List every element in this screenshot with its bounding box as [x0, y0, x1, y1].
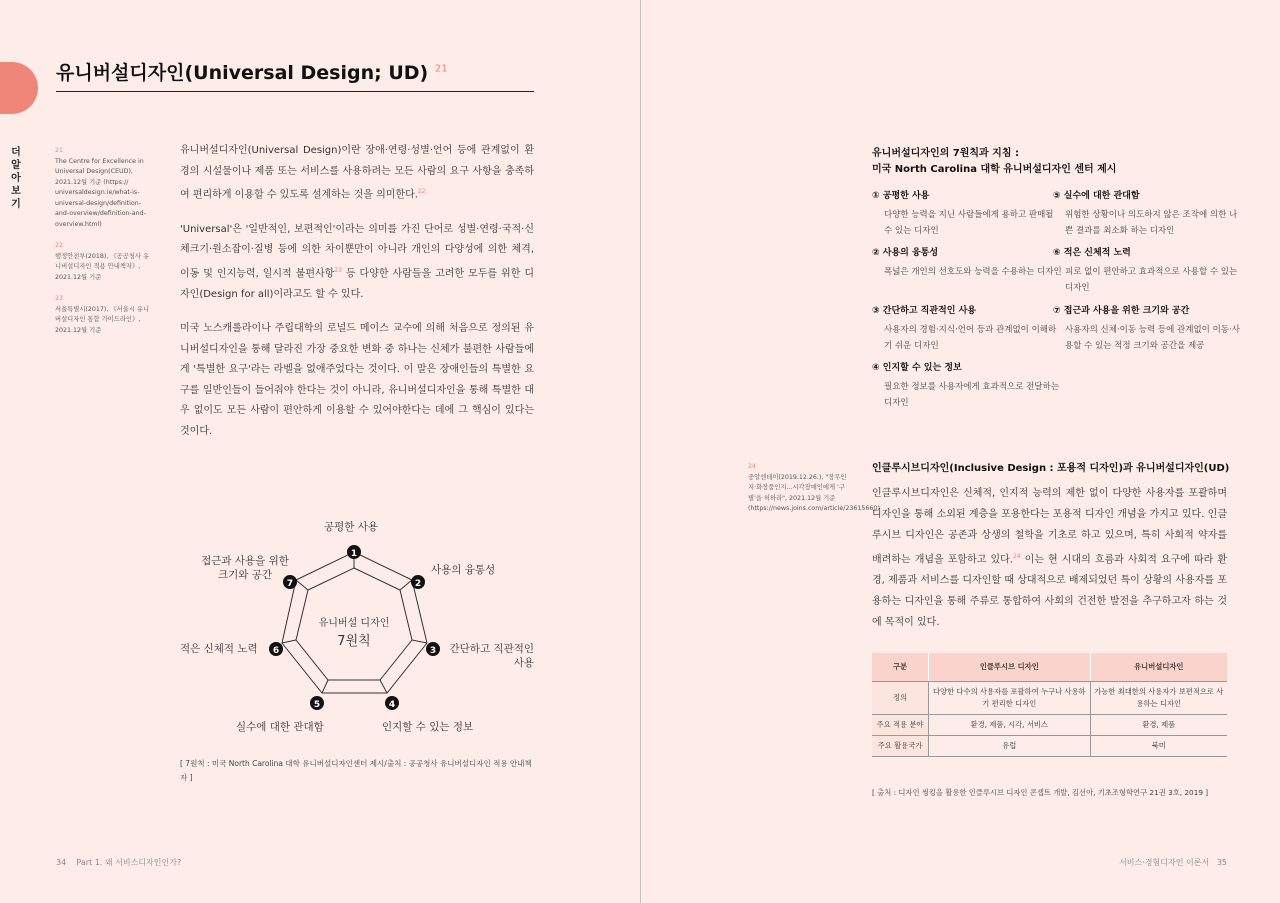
- footnote-text: 중앙센데이(2019.12.26.), "장무인지·화장품인지...시각장애인에게 '구별'을 허하라", 2021.12월 기준 (https://news.joins.com/article/23615660): [748, 473, 880, 512]
- principle-desc: 위험한 상황이나 의도하지 않은 조작에 의한 나쁜 결과를 최소화 하는 디자인: [1065, 210, 1238, 236]
- principle-title: ④ 인지할 수 있는 정보: [872, 363, 962, 373]
- body-text: [180, 141, 534, 456]
- principle-2: [872, 247, 1062, 281]
- diagram-caption: [ 7원칙 : 미국 North Carolina 대학 유니버설디자인센터 제시/출처 : 공공청사 유니버설디자인 적용 안내책자 ]: [180, 759, 532, 782]
- table-row-header: 주요 활용국가: [872, 736, 929, 757]
- principle-desc: 사용자의 신체·이동 능력 등에 관계없이 이동·사용할 수 있는 적정 크기와 공간을 제공: [1065, 325, 1240, 351]
- node-number: 2: [414, 579, 422, 589]
- table-row-header: 정의: [872, 682, 929, 715]
- node-4: [385, 696, 399, 710]
- page-number: 34: [56, 858, 67, 867]
- footnote-number: 21: [55, 147, 64, 154]
- table-cell: 유럽: [929, 736, 1091, 757]
- inclusive-body: [872, 483, 1227, 633]
- right-page: [641, 0, 1280, 903]
- principle-title: ② 사용의 융통성: [872, 248, 939, 258]
- running-header: Part 1. 왜 서비스디자인인가?: [76, 858, 182, 867]
- principle-title: ⑤ 실수에 대한 관대함: [1053, 191, 1140, 201]
- principle-title: ⑦ 접근과 사용을 위한 크기와 공간: [1053, 306, 1190, 316]
- node-5: [310, 696, 324, 710]
- node-number: 5: [313, 700, 321, 710]
- search-tab[interactable]: [0, 62, 38, 114]
- footnote-text: 서울특별시(2017), 《서울시 유니버설디자인 통합 가이드라인》, 2021.12월 기준: [55, 305, 150, 334]
- page-title: [56, 58, 448, 85]
- comparison-table: [872, 653, 1227, 757]
- table-cell: 환경, 제품: [1090, 715, 1227, 736]
- footnote-23: [55, 294, 155, 336]
- table-row: [872, 715, 1227, 736]
- label-5: 실수에 대한 관대함: [236, 721, 324, 733]
- side-label: 더알아보기: [11, 147, 21, 210]
- node-number: 1: [350, 549, 358, 559]
- node-6: [269, 642, 283, 656]
- node-2: [411, 575, 425, 589]
- folio-left: [56, 857, 181, 868]
- paragraph-text: 'Universal'은 '일반적인, 보편적인'이라는 의미를 가진 단어로 성별·연령·국적·신체크기·원소잡이·질병 등에 의한 차이뿐만이 아니라 개인의 다양성에 의한 체격, 이동 및 인지능력, 일시적 불편사항: [180, 223, 534, 280]
- paragraph-text: 인클루시브디자인은 신체적, 인지적 능력의 제한 없이 다양한 사용자를 포괄하며 디자인을 통해 소외된 계층을 포용한다는 포용적 디자인 개념을 가지고 있다. 인클루시브 디자인은 공존과 상생의 철학을 기초로 하고 있으며, 특히 사회적 약자를 배려하는 개념을 포함하고 있다.: [872, 488, 1227, 566]
- principles-heading-line2: 미국 North Carolina 대학 유니버설디자인 센터 제시: [872, 164, 1117, 175]
- table-header: 구분: [872, 653, 929, 682]
- principle-4: [872, 362, 1062, 411]
- table-header-row: [872, 653, 1227, 682]
- principles-heading: [872, 146, 1116, 178]
- folio-right: [1119, 857, 1227, 868]
- table-header: 유니버설디자인: [1090, 653, 1227, 682]
- label-3: 간단하고 직관적인 사용: [449, 643, 534, 669]
- label-4: 인지할 수 있는 정보: [382, 721, 474, 733]
- paragraph-3: 미국 노스캐롤라이나 주립대학의 로널드 메이스 교수에 의해 처음으로 정의된 유니버설디자인을 통해 달라진 가장 중요한 변화 중 하나는 신체가 불편한 사람들에게 '특별한 요구'라는 라벨을 없애주었다는 것이다. 이 말은 장애인들의 특별한 요구를 일반인들이 들어줘야 한다는 것이 아니라, 유니버설디자인을 통해 특별한 대우 없이도 모든 사람이 편안하게 이용할 수 있어야한다는 데에 그 핵심이 있다는 것이다.: [180, 323, 534, 437]
- label-2: 사용의 융통성: [431, 564, 496, 576]
- diagram-center-line1: 유니버설 디자인: [318, 618, 390, 629]
- label-1: 공평한 사용: [324, 521, 379, 533]
- principle-desc: 필요한 정보를 사용자에게 효과적으로 전달하는 디자인: [884, 382, 1060, 408]
- principle-desc: 피로 없이 편안하고 효과적으로 사용할 수 있는 디자인: [1065, 267, 1238, 293]
- table-row: [872, 682, 1227, 715]
- diagram-center-line2: 7원칙: [337, 634, 371, 649]
- principle-desc: 폭넓은 개인의 선호도와 능력을 수용하는 디자인: [884, 267, 1062, 277]
- footnotes: [55, 146, 155, 347]
- node-number: 7: [286, 579, 294, 589]
- heptagon-svg: [160, 510, 560, 750]
- principle-6: [1053, 247, 1243, 296]
- principle-desc: 사용자의 경험·지식·언어 등과 관계없이 이해하기 쉬운 디자인: [884, 325, 1057, 351]
- principle-7: [1053, 305, 1243, 354]
- footnote-ref: 22: [417, 188, 426, 195]
- title-text: 유니버설디자인(Universal Design; UD): [56, 62, 429, 84]
- seven-principles-diagram: [160, 510, 560, 750]
- label-6: 적은 신체적 노력: [180, 643, 258, 655]
- node-1: [347, 545, 361, 559]
- principle-3: [872, 305, 1062, 354]
- footnote-number: 22: [55, 242, 64, 249]
- node-number: 3: [429, 646, 437, 656]
- table-header: 인클루시브 디자인: [929, 653, 1091, 682]
- principle-title: ⑥ 적은 신체적 노력: [1053, 248, 1131, 258]
- footnote-number: 24: [748, 463, 757, 470]
- paragraph-2: [180, 220, 534, 305]
- paragraph-text: 이는 현 시대의 흐름과 사회적 요구에 따라 환경, 제품과 서비스를 디자인할 때 상대적으로 배제되었던 특이 상황의 사용자를 포용하는 디자인을 통해 주류로 통합하여 사회의 건전한 발전을 추구하고자 하는 것에 목적이 있다.: [872, 554, 1228, 629]
- footnote-22: [55, 241, 155, 283]
- table-row: [872, 736, 1227, 757]
- paragraph-text: 유니버설디자인(Universal Design)이란 장애·연령·성별·언어 등에 관계없이 환경의 시설물이나 제품 또는 서비스를 사용하려는 모든 사람의 요구 사항을 충족하여 편리하게 이용할 수 있도록 설계하는 것을 의미한다.: [180, 145, 534, 201]
- footnote-24: [748, 462, 880, 515]
- node-number: 4: [388, 700, 396, 710]
- page-number: 35: [1216, 858, 1227, 867]
- node-number: 6: [272, 646, 280, 656]
- label-7: 접근과 사용을 위한 크기와 공간: [201, 555, 289, 581]
- table-cell: 북미: [1090, 736, 1227, 757]
- footnote-number: 23: [55, 295, 64, 302]
- principle-title: ① 공평한 사용: [872, 191, 930, 201]
- table-row-header: 주요 적용 분야: [872, 715, 929, 736]
- title-footnote-ref: 21: [434, 63, 448, 75]
- table-cell: 다양한 다수의 사용자를 포괄하여 누구나 사용하기 편리한 디자인: [929, 682, 1091, 715]
- principle-5: [1053, 190, 1243, 239]
- principle-1: [872, 190, 1062, 239]
- table-cell: 환경, 제품, 시각, 서비스: [929, 715, 1091, 736]
- footnote-text: The Centre for Excellence in Universal Design(CEUD), 2021.12월 기준 (https:// universaldesign.ie/what-is-universal-design/definition-and-overview/definition-and-overview.html): [55, 157, 146, 228]
- table-caption: [ 출처 : 디자인 씽킹을 활용한 인클루시브 디자인 콘셉트 개발, 김선아, 기초조형학연구 21권 3호, 2019 ]: [872, 788, 1209, 797]
- principle-desc: 다양한 능력을 지닌 사람들에게 용하고 판매될 수 있는 디자인: [884, 210, 1054, 236]
- principles-heading-line1: 유니버설디자인의 7원칙과 지침 :: [872, 148, 1019, 159]
- footnote-ref: 24: [1012, 553, 1021, 560]
- footnote-ref: 23: [334, 266, 342, 274]
- inclusive-heading: 인클루시브디자인(Inclusive Design : 포용적 디자인)과 유니버설디자인(UD): [872, 463, 1230, 474]
- title-rule: [56, 91, 534, 92]
- paragraph-text: 등 다양한 사람들을 고려한 모두를 위한 디자인(Design for all)이라고도 할 수 있다.: [180, 268, 534, 300]
- paragraph-1: [180, 141, 534, 206]
- table-cell: 가능한 최대한의 사용자가 보편적으로 사용하는 디자인: [1090, 682, 1227, 715]
- running-header: 서비스·경험디자인 이론서: [1119, 858, 1210, 867]
- node-3: [426, 642, 440, 656]
- principle-title: ③ 간단하고 직관적인 사용: [872, 306, 976, 316]
- footnote-21: [55, 146, 155, 230]
- footnote-text: 행정안전부(2018), 《공공청사 유니버설디자인 적용 안내책자》, 2021.12월 기준: [55, 252, 150, 281]
